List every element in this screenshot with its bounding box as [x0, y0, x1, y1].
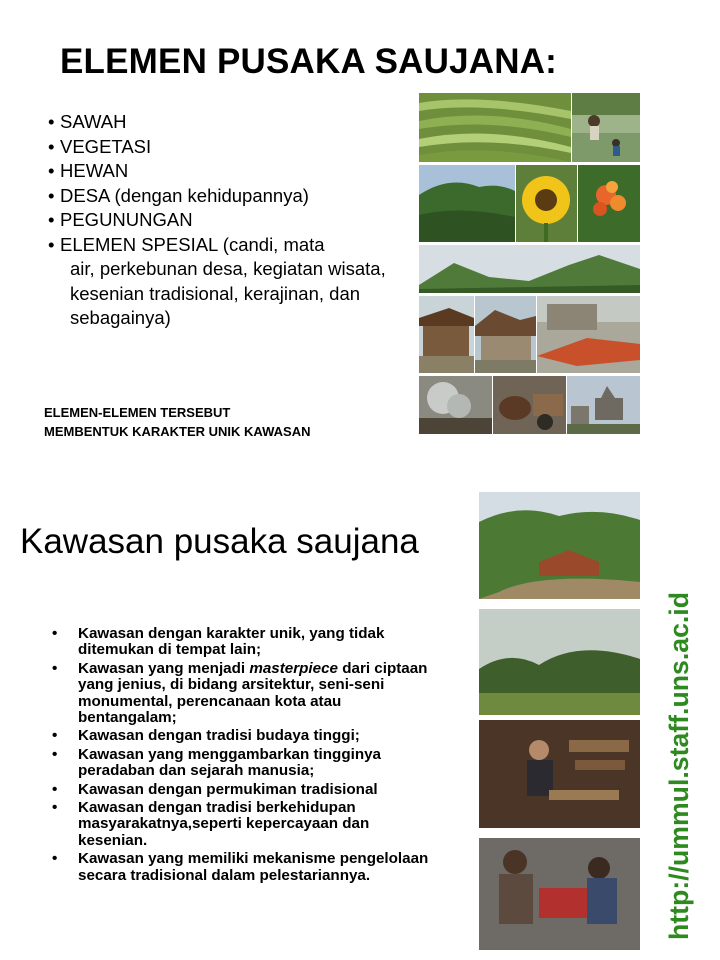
photo-woodcarver — [479, 720, 640, 828]
photo-sunflower — [516, 165, 577, 242]
section1-title: ELEMEN PUSAKA SAUJANA: — [60, 42, 558, 81]
list-item: • SAWAH — [48, 110, 388, 135]
list-item: • HEWAN — [48, 159, 388, 184]
list-item: • Kawasan dengan permukiman tradisional — [52, 782, 432, 798]
photo-forest-hill — [419, 165, 515, 242]
photo-crafting-activity — [479, 838, 640, 950]
section1-list — [48, 110, 388, 331]
list-item: • Kawasan yang menjadi masterpiece dari ciptaan yang jenius, di bidang arsitektur, seni-seni monumental, perencanaan kota atau bentangalam; — [52, 661, 432, 727]
section1-note: ELEMEN-ELEMEN TERSEBUT MEMBENTUK KARAKTER UNIK KAWASAN — [44, 405, 311, 439]
photo-horse-cart — [493, 376, 566, 434]
list-item: • DESA (dengan kehidupannya) — [48, 184, 388, 209]
list-item: • Kawasan dengan tradisi budaya tinggi; — [52, 728, 432, 744]
photo-orange-flowers — [578, 165, 640, 242]
list-item: • Kawasan yang menggambarkan tingginya peradaban dan sejarah manusia; — [52, 747, 432, 780]
section2-title: Kawasan pusaka saujana — [20, 522, 419, 561]
photo-rice-terraces — [419, 93, 571, 162]
photo-drying-chili — [537, 296, 640, 373]
section2-list — [52, 626, 432, 886]
watermark-url[interactable] — [646, 590, 706, 950]
list-item: • VEGETASI — [48, 135, 388, 160]
list-item: • Kawasan dengan tradisi berkehidupan masyarakatnya,seperti kepercayaan dan kesenian. — [52, 800, 432, 849]
photo-village-aerial — [479, 492, 640, 599]
list-item: • Kawasan dengan karakter unik, yang tidak ditemukan di tempat lain; — [52, 626, 432, 659]
photo-smoke-scene — [419, 376, 492, 434]
photo-temple-ruins — [567, 376, 640, 434]
photo-landscape-field — [479, 609, 640, 715]
photo-village-houses — [419, 296, 474, 373]
list-item: • PEGUNUNGAN — [48, 208, 388, 233]
photo-village-street — [475, 296, 536, 373]
photo-mountain-range — [419, 245, 640, 293]
list-item: • ELEMEN SPESIAL (candi, mata air, perkebunan desa, kegiatan wisata, kesenian tradisional, kerajinan, dan sebagainya) — [48, 233, 388, 331]
list-item: • Kawasan yang memiliki mekanisme pengelolaan secara tradisional dalam pelestariannya. — [52, 851, 432, 884]
watermark-text: http://ummul.staff.uns.ac.id — [664, 590, 694, 940]
photo-farmers-in-paddy — [572, 93, 640, 162]
